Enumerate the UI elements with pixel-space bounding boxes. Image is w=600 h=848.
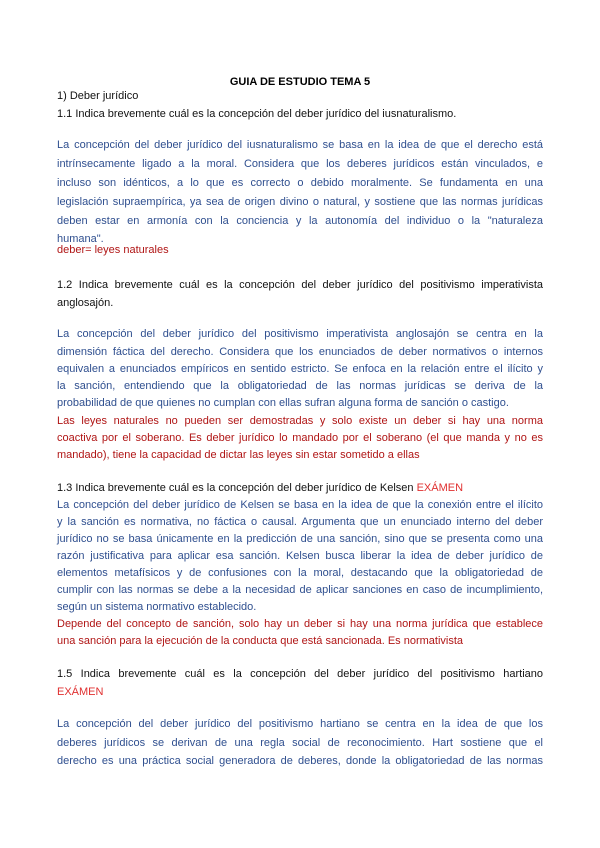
note-1-2-line: mandado), tiene la capacidad de dictar las leyes sin estar sometido a ellas (57, 449, 420, 461)
question-1-3 (57, 481, 543, 495)
answer-1-2-line: probabilidad de que quienes no cumplan con ellas sufran alguna forma de sanción o castigo. (57, 397, 509, 409)
answer-1-1-line: humana". (57, 233, 104, 245)
answer-1-3-line: La concepción del deber jurídico de Kelsen se basa en la idea de que la conexión entre el ilícito (57, 499, 543, 511)
note-1-3-line: una sanción para la ejecución de la conducta que está sancionada. Es normativista (57, 635, 464, 647)
answer-1-5-line: La concepción del deber jurídico del positivismo hartiano se centra en la idea de que los (57, 718, 543, 730)
note-1-1: deber= leyes naturales (57, 244, 169, 256)
question-1-5: 1.5 Indica brevemente cuál es la concepción del deber jurídico del positivismo hartiano (57, 668, 543, 680)
exam-tag: EXÁMEN (57, 686, 104, 698)
answer-1-5-line: deberes jurídicos se derivan de una regla social de reconocimiento. Hart sostiene que el (57, 737, 543, 749)
question-1-1: 1.1 Indica brevemente cuál es la concepción del deber jurídico del iusnaturalismo. (57, 108, 457, 120)
answer-1-5-line: derecho es una práctica social generadora de deberes, donde la obligatoriedad de las normas (57, 755, 543, 767)
answer-1-1-line: legislación supraempírica, ya sea de origen divino o natural, y sostiene que las normas jurídicas (57, 196, 543, 208)
answer-1-1-line: La concepción del deber jurídico del iusnaturalismo se basa en la idea de que el derecho está (57, 139, 543, 151)
note-1-2-line: Las leyes naturales no pueden ser demostradas y solo existe un deber si hay una norma (57, 415, 543, 427)
answer-1-3-line: cumplir con las normas se debe a la necesidad de aplicar sanciones en caso de incumplimiento, (57, 584, 543, 596)
answer-1-2-line: La concepción del deber jurídico del positivismo imperativista anglosajón se centra en la (57, 328, 543, 340)
answer-1-3-line: jurídico no se basa únicamente en la predicción de una sanción, sino que se presenta como una (57, 533, 543, 545)
question-1-3-text: 1.3 Indica brevemente cuál es la concepción del deber jurídico de Kelsen (57, 482, 417, 494)
exam-tag: EXÁMEN (416, 482, 464, 494)
document-title: GUIA DE ESTUDIO TEMA 5 (229, 76, 371, 88)
note-1-2-line: coactiva por el soberano. Es deber jurídico lo mandado por el soberano (el que manda y no es (57, 432, 543, 444)
answer-1-3-line: razón justificativa para aplicar esa sanción. Kelsen busca liberar la idea de deber jurídico de (57, 550, 543, 562)
answer-1-1-line: incluso son idénticos, a lo que es correcto o debido moralmente. Se fundamenta en una (57, 177, 543, 189)
answer-1-2-line: equivalen a enunciados empíricos en sentido estricto. Se enfoca en la relación entre el ilícito y (57, 363, 543, 375)
answer-1-3-line: elementos metafísicos y de confusiones con la moral, destacando que la obligatoriedad de (57, 567, 543, 579)
question-1-2-line: anglosajón. (57, 297, 114, 309)
answer-1-3-line: según un sistema normativo establecido. (57, 601, 257, 613)
answer-1-2-line: dimensión fáctica del derecho. Considera que los enunciados de deber normativos o internos (57, 346, 543, 358)
section-heading: 1) Deber jurídico (57, 90, 139, 102)
answer-1-1-line: intrínsecamente ligado a la moral. Considera que los deberes jurídicos están vinculados, e (57, 158, 543, 170)
question-1-2-line: 1.2 Indica brevemente cuál es la concepción del deber jurídico del positivismo imperativista (57, 279, 543, 291)
answer-1-2-line: la sanción, entendiendo que la obligatoriedad de las normas jurídicas se deriva de la (57, 380, 543, 392)
answer-1-3-line: y la sanción es normativa, no fáctica o causal. Argumenta que un enunciado interno del deber (57, 516, 543, 528)
note-1-3-line: Depende del concepto de sanción, solo hay un deber si hay una norma jurídica que establece (57, 618, 543, 630)
answer-1-1-line: deben estar en armonía con la conciencia y la autonomía del individuo o la "naturaleza (57, 215, 543, 227)
